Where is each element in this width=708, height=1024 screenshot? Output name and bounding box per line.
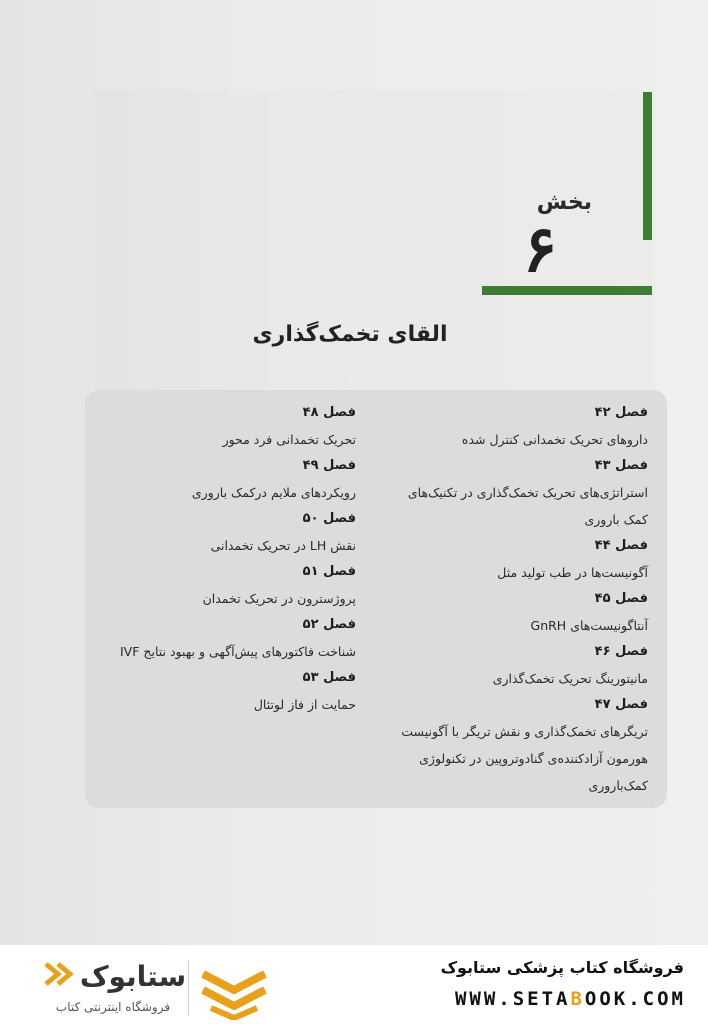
part-label: بخش (536, 190, 592, 215)
store-name: فروشگاه کتاب پزشکی ستابوک (440, 958, 684, 977)
url-highlight: B (570, 988, 585, 1010)
chapter-description: آگونیست‌ها در طب تولید مثل (497, 565, 648, 580)
chapter-column-left (76, 400, 356, 718)
chapter-title: فصل ۴۶ (594, 644, 648, 659)
chapter-description: داروهای تحریک تخمدانی کنترل شده (461, 432, 648, 447)
chapter-title: فصل ۴۳ (594, 458, 648, 473)
logo-subtitle: فروشگاه اینترنتی کتاب (55, 1000, 171, 1014)
chapter-title: فصل ۵۰ (302, 511, 356, 526)
setabook-emblem-icon (197, 960, 271, 1020)
chapter-column-right (358, 400, 648, 799)
accent-bar-horizontal (482, 286, 652, 295)
chapter-description: کمک‌باروری (588, 778, 648, 793)
footer-divider (188, 960, 189, 1016)
chapter-title: فصل ۵۳ (302, 670, 356, 685)
part-number: ۶ (522, 212, 558, 287)
store-url[interactable] (346, 988, 686, 1010)
chapter-description: هورمون آزادکننده‌ی گنادوتروپین در تکنولوژی (419, 751, 648, 766)
chapter-title: فصل ۴۵ (594, 591, 648, 606)
url-suffix: OOK.COM (584, 988, 686, 1010)
chapter-description: تریگرهای تخمک‌گذاری و نقش تریگر با آگونیست (401, 724, 648, 739)
chapter-description: شناخت فاکتورهای پیش‌آگهی و بهبود نتایج IVF (120, 644, 356, 659)
chapter-title: فصل ۴۲ (594, 405, 648, 420)
chapter-description: رویکردهای ملایم درکمک باروری (191, 485, 356, 500)
logo-text: ستابوک (79, 960, 187, 993)
chapter-description: مانیتورینگ تحریک تخمک‌گذاری (492, 671, 648, 686)
logo-graphic-icon (38, 954, 188, 996)
chapter-title: فصل ۴۹ (302, 458, 356, 473)
chapter-description: نقش LH در تحریک تخمدانی (210, 538, 356, 553)
chapter-title: فصل ۵۲ (302, 617, 356, 632)
chapter-description: حمایت از فاز لوتئال (253, 697, 356, 712)
chapter-title: فصل ۵۱ (302, 564, 356, 579)
chapter-description: کمک باروری (584, 512, 648, 527)
chapter-description: پروژسترون در تحریک تخمدان (202, 591, 356, 606)
store-logo (38, 954, 188, 996)
accent-bar-vertical (643, 92, 652, 240)
chapter-description: آنتاگونیست‌های GnRH (530, 618, 648, 633)
chapter-title: فصل ۴۷ (594, 697, 648, 712)
chapter-title: فصل ۴۴ (594, 538, 648, 553)
chapter-description: استراتژی‌های تحریک تخمک‌گذاری در تکنیک‌های (407, 485, 648, 500)
chapter-title: فصل ۴۸ (302, 405, 356, 420)
url-prefix: WWW.SETA (454, 988, 571, 1010)
part-title: القای تخمک‌گذاری (252, 322, 448, 347)
chapter-description: تحریک تخمدانی فرد محور (222, 432, 356, 447)
